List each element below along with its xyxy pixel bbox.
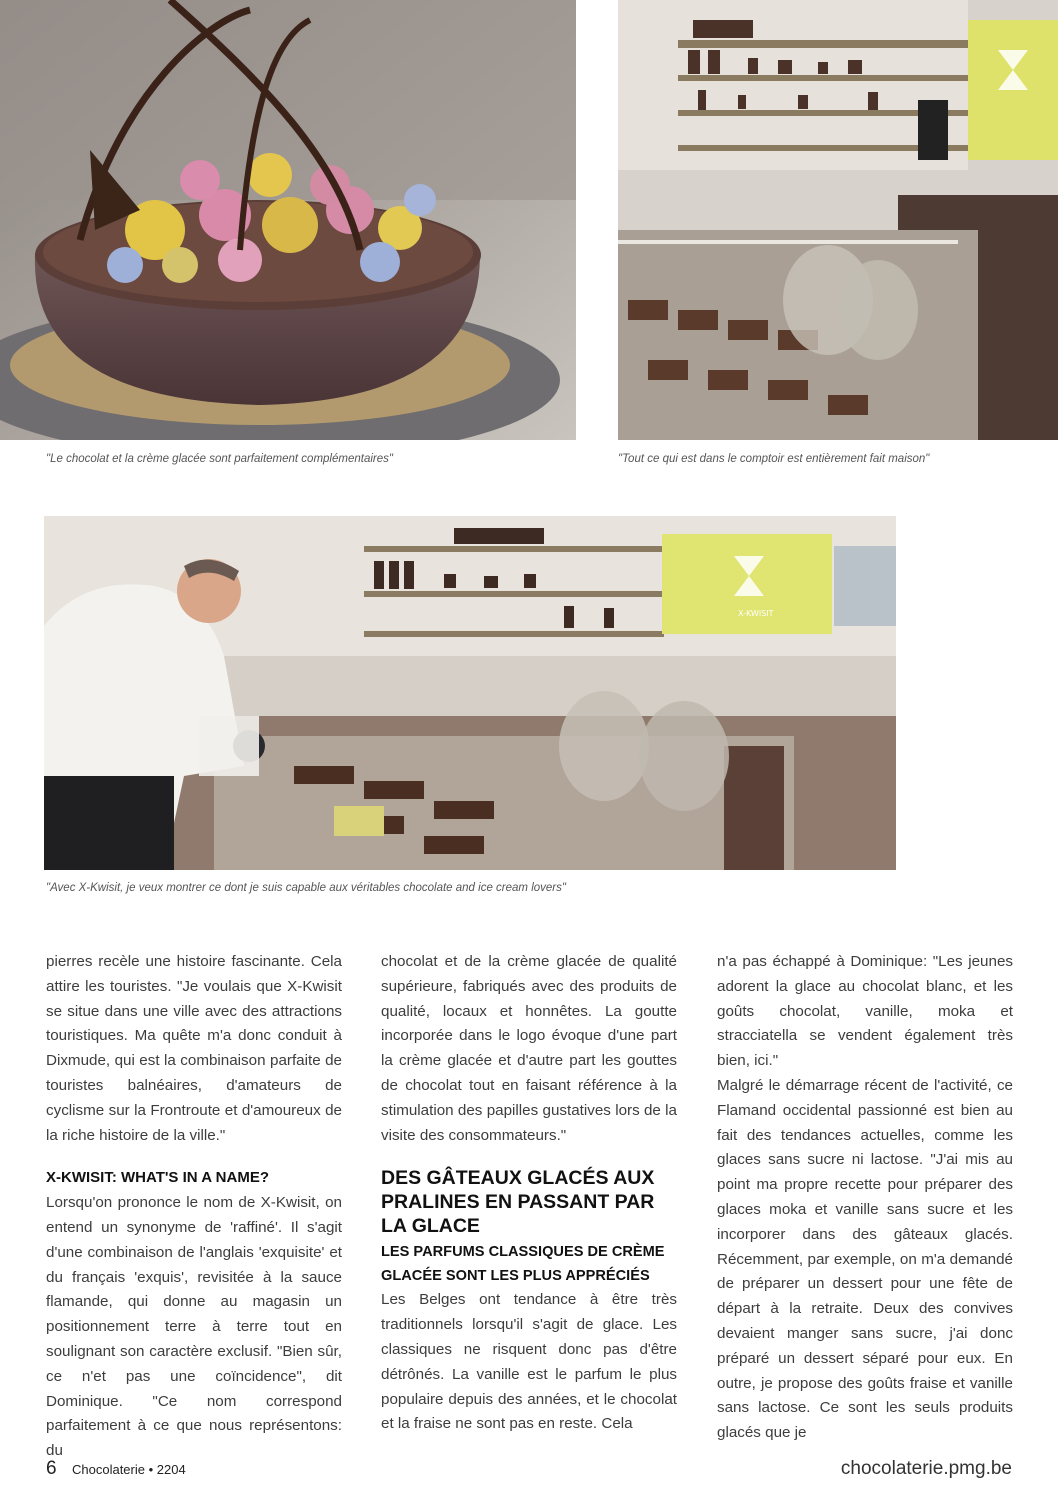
svg-text:X-KWISIT: X-KWISIT [738, 609, 774, 618]
cake-caption: "Le chocolat et la crème glacée sont parfaitement complémentaires" [46, 453, 393, 465]
col1-heading: X-KWISIT: WHAT'S IN A NAME? [46, 1169, 269, 1187]
chef-photo [44, 516, 896, 870]
text-column-3 [717, 950, 1013, 1446]
col3-paragraph-2: Malgré le démarrage récent de l'activité, ce Flamand occidental passionné est bien au fait des tendances actuelles, comme les glaces sans sucre ni lactose. "J'ai mis au point ma propre recette pour préparer des glaces moka et vanille sans sucre et les incorporer dans des gâteaux glacés. Récemment, par exemple, on m'a demandé de préparer un dessert pour une fête de départ à la retraite. Deux des convives devaient manger sans sucre, j'ai donc préparé un dessert séparé pour eux. En outre, je propose des goûts fraise et vanille sans lactose. Ce sont les seuls produits glacés que je [717, 1076, 1013, 1442]
chef-caption: "Avec X-Kwisit, je veux montrer ce dont je suis capable aux véritables chocolate and ice cream lovers" [46, 882, 566, 894]
site-url-link[interactable]: chocolaterie.pmg.be [840, 1458, 1012, 1479]
col2-heading: DES GÂTEAUX GLACÉS AUX PRALINES EN PASSANT PAR LA GLACE [381, 1167, 655, 1238]
col2-subheading: LES PARFUMS CLASSIQUES DE CRÈME GLACÉE SONT LES PLUS APPRÉCIÉS [381, 1244, 665, 1285]
page-number: 6 [46, 1458, 57, 1479]
cake-photo [0, 0, 576, 440]
col3-paragraph-1: n'a pas échappé à Dominique: "Les jeunes adorent la glace au chocolat blanc, et les goûts chocolat, vanille, moka et stracciatella se vendent également très bien, ici." [717, 953, 1013, 1070]
text-column-1 [46, 950, 342, 1464]
col2-paragraph-2: Les Belges ont tendance à être très traditionnels lorsqu'il s'agit de glace. Les classiques ne risquent donc pas d'être détrônés. La vanille est le parfum le plus populaire depuis des années, et le chocolat et la fraise ne sont pas en reste. Cela [381, 1291, 677, 1433]
col1-paragraph-2: Lorsqu'on prononce le nom de X-Kwisit, on entend un synonyme de 'raffiné'. Il s'agit d'une combinaison de l'anglais 'exquisite' et du français 'exquis', revisitée à la sauce flamande, qui donne au magasin un positionnement terre à terre tout en soulignant son caractère exclusif. "Bien sûr, ce n'et pas une coïncidence", dit Dominique. "Ce nom correspond parfaitement à ce que nous représentons: du [46, 1194, 342, 1460]
text-column-2 [381, 950, 677, 1437]
magazine-issue: Chocolaterie • 2204 [72, 1462, 186, 1477]
col2-paragraph-1: chocolat et de la crème glacée de qualité supérieure, fabriqués avec des produits de qualité, locaux et honnêtes. La goutte incorporée dans le logo évoque d'une part la crème glacée et d'autre part les gouttes de chocolat tout en faisant référence à la stimulation des papilles gustatives lors de la visite des consommateurs." [381, 953, 677, 1144]
counter-caption: "Tout ce qui est dans le comptoir est entièrement fait maison" [618, 453, 930, 465]
col1-paragraph-1: pierres recèle une histoire fascinante. Cela attire les touristes. "Je voulais que X-Kwisit se situe dans une ville avec des attractions touristiques. Ma quête m'a donc conduit à Dixmude, qui est la combinaison parfaite de touristes balnéaires, d'amateurs de cyclisme sur la Frontroute et d'amoureux de la riche histoire de la ville." [46, 953, 342, 1144]
counter-photo [618, 0, 1058, 440]
